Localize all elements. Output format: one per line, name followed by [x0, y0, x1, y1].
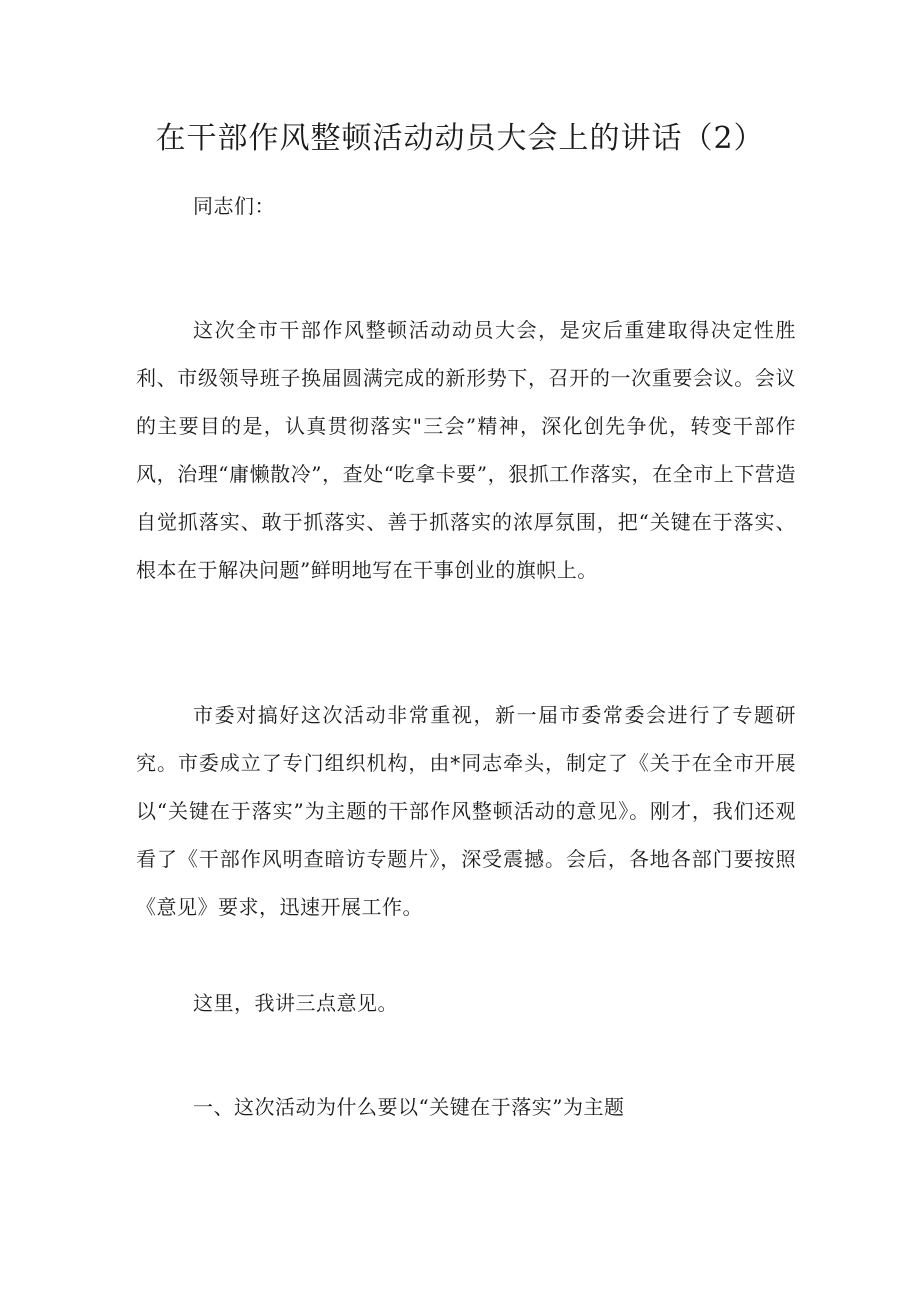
- paragraph: 市委对搞好这次活动非常重视，新一届市委常委会进行了专题研究。市委成立了专门组织机构，由*同志牵头，制定了《关于在全市开展以“关键在于落实”为主题的干部作风整顿活动的意见》。刚才，我们还观看了《干部作风明查暗访专题片》，深受震撼。会后，各地各部门要按照《意见》要求，迅速开展工作。: [136, 703, 796, 919]
- paragraph: 这次全市干部作风整顿活动动员大会，是灾后重建取得决定性胜利、市级领导班子换届圆满完成的新形势下，召开的一次重要会议。会议的主要目的是，认真贯彻落实"三会”精神，深化创先争优，转变干部作风，治理“庸懒散冷”，查处“吃拿卡要”，狠抓工作落实，在全市上下营造自觉抓落实、敢于抓落实、善于抓落实的浓厚氛围，把“关键在于落实、根本在于解决问题”鲜明地写在干事创业的旗帜上。: [136, 318, 796, 582]
- paragraph: 这里，我讲三点意见。: [193, 991, 398, 1015]
- section-heading: 一、这次活动为什么要以“关键在于落实”为主题: [193, 1095, 625, 1119]
- greeting: 同志们：: [193, 194, 275, 218]
- document-title: 在干部作风整顿活动动员大会上的讲话（2）: [155, 121, 765, 156]
